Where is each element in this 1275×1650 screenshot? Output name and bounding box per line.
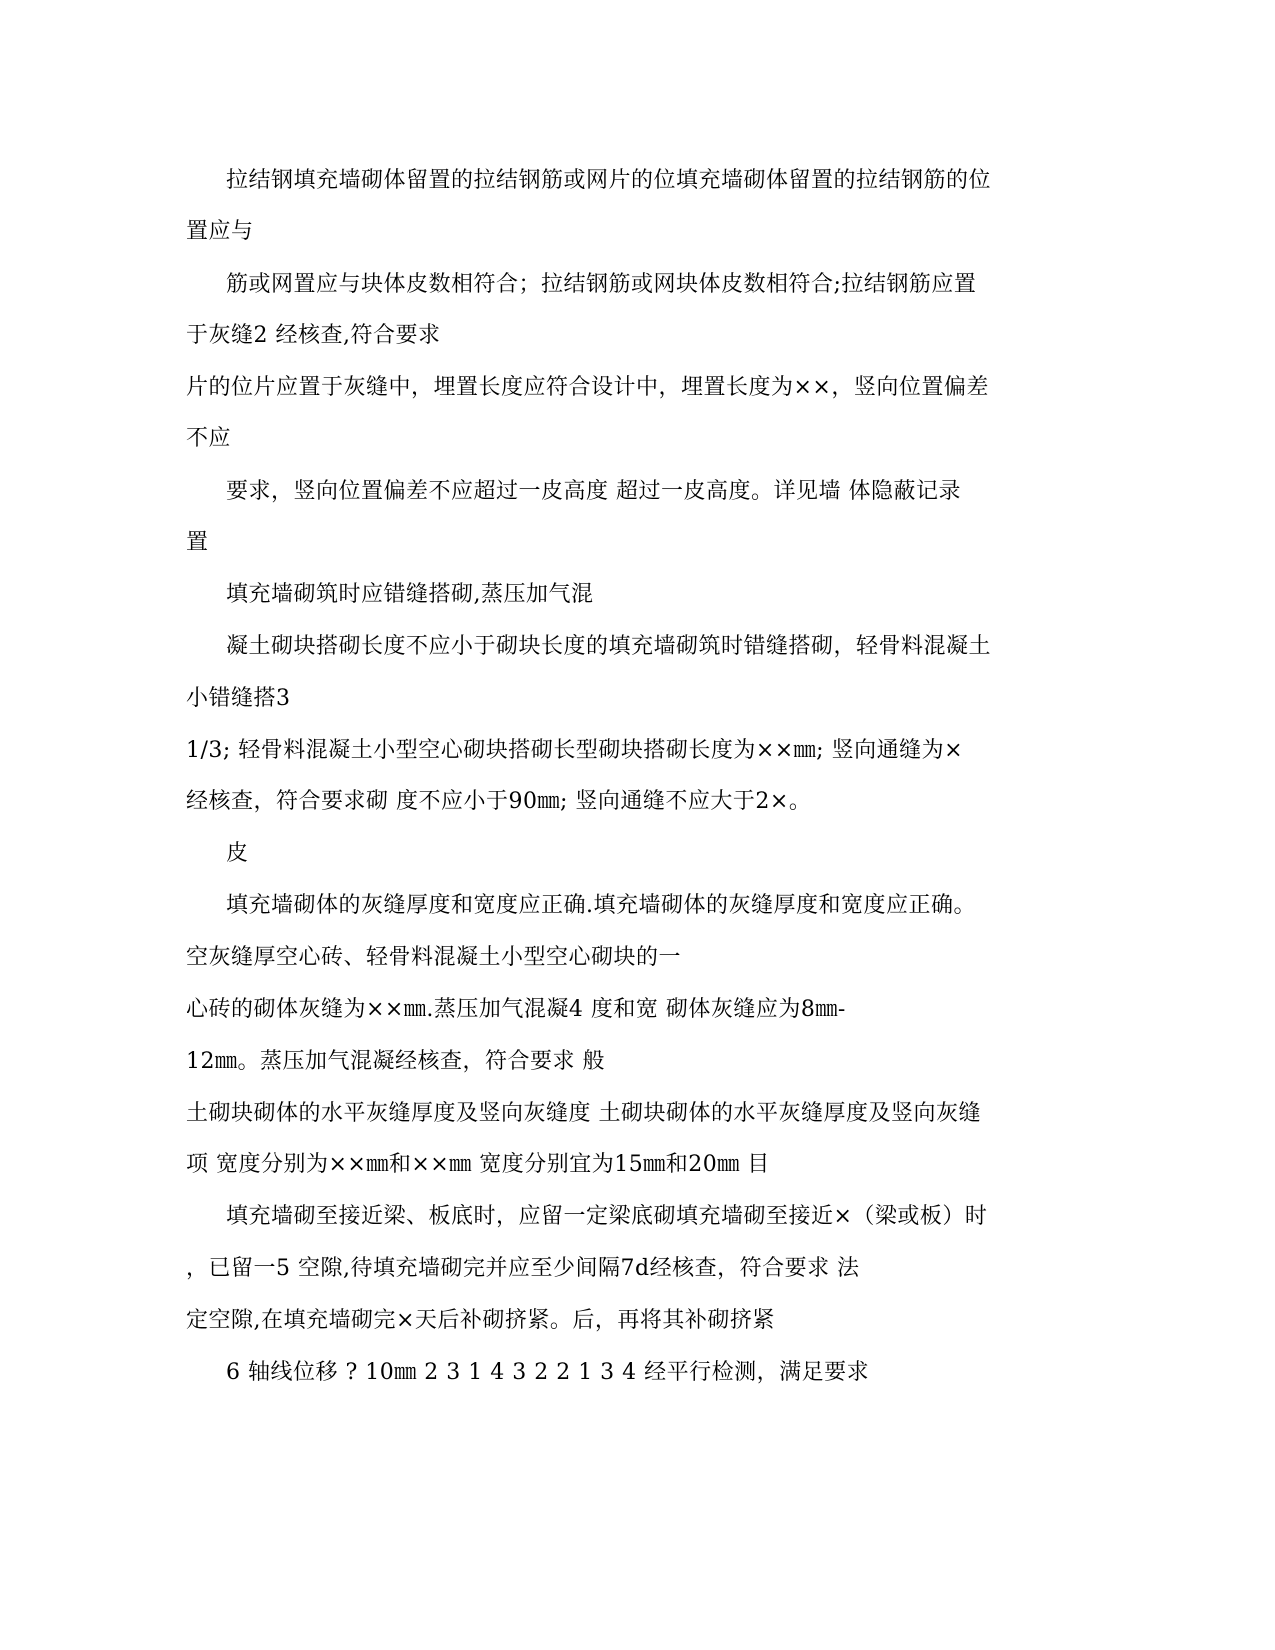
text-line: 填充墙砌体的灰缝厚度和宽度应正确.填充墙砌体的灰缝厚度和宽度应正确。 xyxy=(226,893,976,918)
text-line: 填充墙砌至接近梁、板底时，应留一定梁底砌填充墙砌至接近×（梁或板）时 xyxy=(226,1204,988,1229)
text-line: 12㎜。蒸压加气混凝经核查，符合要求 般 xyxy=(186,1049,605,1074)
text-line: 置应与 xyxy=(186,219,254,244)
text-line: 土砌块砌体的水平灰缝厚度及竖向灰缝度 土砌块砌体的水平灰缝厚度及竖向灰缝 xyxy=(186,1101,981,1126)
text-line: 空灰缝厚空心砖、轻骨料混凝土小型空心砌块的一 xyxy=(186,945,682,970)
text-line: 片的位片应置于灰缝中，埋置长度应符合设计中，埋置长度为××，竖向位置偏差 xyxy=(186,375,989,400)
text-line: 不应 xyxy=(186,426,232,451)
text-line: 要求，竖向位置偏差不应超过一皮高度 超过一皮高度。详见墙 体隐蔽记录 xyxy=(226,479,961,504)
text-line: 置 xyxy=(186,530,209,555)
text-line: 心砖的砌体灰缝为××㎜.蒸压加气混凝4 度和宽 砌体灰缝应为8㎜- xyxy=(186,997,846,1022)
text-line: 凝土砌块搭砌长度不应小于砌块长度的填充墙砌筑时错缝搭砌，轻骨料混凝土 xyxy=(226,634,992,659)
text-line: 小错缝搭3 xyxy=(186,686,291,711)
text-line: 拉结钢填充墙砌体留置的拉结钢筋或网片的位填充墙砌体留置的拉结钢筋的位 xyxy=(226,168,992,193)
text-line: 筋或网置应与块体皮数相符合；拉结钢筋或网块体皮数相符合;拉结钢筋应置 xyxy=(226,272,977,297)
text-line: 经核查，符合要求砌 度不应小于90㎜; 竖向通缝不应大于2×。 xyxy=(186,789,812,814)
text-line: 皮 xyxy=(226,841,249,866)
text-line: 6 轴线位移 ? 10㎜ 2 3 1 4 3 2 2 1 3 4 经平行检测，满足要求 xyxy=(226,1360,870,1385)
text-line: 1/3; 轻骨料混凝土小型空心砌块搭砌长型砌块搭砌长度为××㎜; 竖向通缝为× xyxy=(186,738,964,763)
text-line: 于灰缝2 经核查,符合要求 xyxy=(186,323,441,348)
text-line: 填充墙砌筑时应错缝搭砌,蒸压加气混 xyxy=(226,582,594,607)
text-line: ，已留一5 空隙,待填充墙砌完并应至少间隔7d经核查，符合要求 法 xyxy=(186,1256,860,1281)
text-line: 项 宽度分别为××㎜和××㎜ 宽度分别宜为15㎜和20㎜ 目 xyxy=(186,1152,770,1177)
text-line: 定空隙,在填充墙砌完×天后补砌挤紧。后，再将其补砌挤紧 xyxy=(186,1308,775,1333)
